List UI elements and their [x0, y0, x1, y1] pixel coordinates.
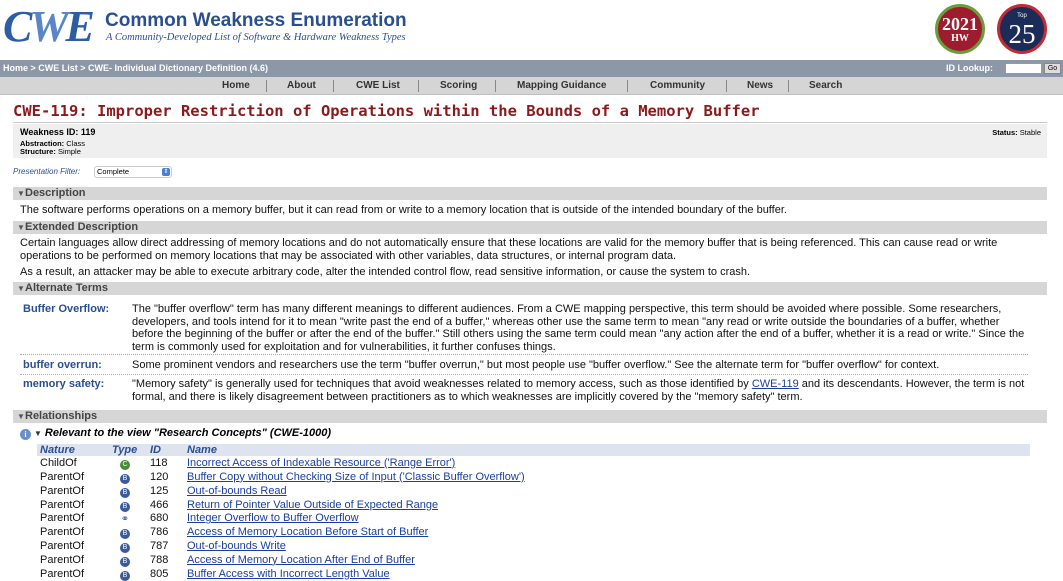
alternate-term-desc: Some prominent vendors and researchers use the term "buffer overrun," but most people use "buffer overflow." See the alternate term for "buffer overflow" for context. [132, 359, 940, 371]
nav-about[interactable]: About [287, 80, 316, 91]
nature-cell: ParentOf [40, 512, 85, 525]
weakness-link[interactable]: Buffer Access with Incorrect Length Value [187, 567, 390, 580]
weakness-link[interactable]: Out-of-bounds Write [187, 539, 286, 552]
cwe-logo[interactable]: CWE [3, 2, 92, 51]
breadcrumb-separator: > [28, 63, 39, 73]
abstraction-value: Class [66, 139, 86, 148]
chevron-updown-icon: ⇕ [163, 169, 169, 175]
view-label: Relevant to the view "Research Concepts" (CWE-1000) [44, 427, 332, 439]
type-cell [109, 470, 147, 484]
nav-search[interactable]: Search [809, 80, 843, 91]
base-icon: B [120, 474, 130, 484]
abstraction-label: Abstraction: [20, 139, 65, 148]
alternate-term-desc: "Memory safety" is generally used for techniques that avoid weaknesses related to memory access, such as those identified by CWE-119 and its descendants. However, the term is not formal, and there is likely disagreement between practitioners as to which weaknesses are implicitly covered by the "memory safety" term. [132, 378, 1025, 403]
weakness-link[interactable]: Buffer Copy without Checking Size of Input ('Classic Buffer Overflow') [187, 470, 525, 483]
main-nav [0, 77, 1063, 95]
info-icon[interactable]: i [20, 429, 31, 440]
badge-hw-label: HW [951, 33, 969, 44]
page-title: CWE-119: Improper Restriction of Operations within the Bounds of a Memory Buffer [13, 102, 760, 120]
relationships-table [37, 444, 1030, 581]
class-icon: C [120, 460, 130, 470]
status-value: Stable [1019, 128, 1041, 137]
status-row [992, 128, 1041, 137]
id-cell: 120 [150, 470, 169, 483]
weakness-link[interactable]: Out-of-bounds Read [187, 484, 287, 497]
collapse-triangle-icon: ▼ [17, 189, 25, 198]
alternate-term-desc: The "buffer overflow" term has many different meanings to different audiences. From a CWE mapping perspective, this term should be avoided where possible. Some researchers, developers, and tools intend for it to mean "write past the end of a buffer," whereas other use the same term to mean "any read or write outside the boundaries of a buffer, whether before the beginning of the buffer or after the end of the buffer." Still others using the same term could mean "any action after the end of a buffer, whether it is a read or write." Since the term is commonly used for exploitation and for vulnerabilities, it further confuses things. [132, 303, 1025, 353]
collapse-triangle-icon: ▼ [17, 223, 25, 232]
table-row [37, 512, 1030, 525]
section-title: Description [25, 187, 86, 199]
table-row [37, 539, 1030, 553]
term-divider [20, 374, 1028, 375]
id-cell: 125 [150, 484, 169, 497]
nature-cell: ParentOf [40, 525, 85, 538]
description-text: The software performs operations on a memory buffer, but it can read from or write to a memory location that is outside of the intended boundary of the buffer. [20, 204, 787, 216]
nature-cell: ParentOf [40, 567, 85, 580]
collapse-triangle-icon: ▼ [17, 284, 25, 293]
site-title[interactable]: Common Weakness Enumeration [105, 10, 407, 31]
structure-value: Simple [57, 147, 81, 156]
extended-description-text: Certain languages allow direct addressing of memory locations and do not automatically ensure that these locations are valid for the memory buffer that is being referenced. This can cause read or write operations to be performed on memory locations that may be associated with other variables, data structures, or internal program data. [20, 237, 998, 262]
column-header-nature: Nature [37, 444, 109, 456]
alternate-term-buffer-overflow: Buffer Overflow: [23, 303, 110, 315]
id-cell: 805 [150, 567, 169, 580]
weakness-id: Weakness ID: 119 [20, 127, 96, 137]
top-hw-2021-badge[interactable] [935, 4, 985, 54]
table-header-row [37, 444, 1030, 456]
section-title: Alternate Terms [25, 282, 108, 294]
structure-row [20, 147, 81, 156]
table-row [37, 553, 1030, 567]
weakness-link[interactable]: Access of Memory Location Before Start of Buffer [187, 525, 429, 538]
nature-cell: ParentOf [40, 470, 85, 483]
chain-icon: ⚭ [120, 514, 130, 525]
section-title: Extended Description [25, 221, 139, 233]
site-header [0, 0, 1063, 60]
badge-top-number: 25 [1008, 19, 1036, 49]
nav-divider [418, 80, 419, 92]
nav-divider [333, 80, 334, 92]
extended-description-section-header[interactable] [13, 221, 1047, 234]
type-cell [109, 484, 147, 498]
go-button[interactable]: Go [1044, 63, 1061, 74]
title-divider [13, 122, 1047, 123]
relationships-view-title[interactable] [20, 427, 331, 440]
nav-divider [266, 80, 267, 92]
section-title: Relationships [25, 410, 98, 422]
nav-home[interactable]: Home [222, 80, 250, 91]
nature-cell: ParentOf [40, 553, 85, 566]
nav-divider [627, 80, 628, 92]
type-cell [109, 512, 147, 525]
badge-year: 2021 [942, 14, 978, 34]
type-cell [109, 498, 147, 512]
breadcrumb-separator: > [77, 63, 89, 73]
breadcrumb-cwe-list[interactable]: CWE List [38, 63, 78, 73]
alternate-term-memory-safety: memory safety: [23, 378, 105, 390]
alternate-terms-section-header[interactable] [13, 282, 1047, 295]
table-row [37, 484, 1030, 498]
weakness-link[interactable]: Access of Memory Location After End of Buffer [187, 553, 415, 566]
type-cell [109, 553, 147, 567]
weakness-meta [13, 124, 1047, 158]
id-cell: 118 [150, 456, 168, 469]
base-icon: B [120, 488, 130, 498]
base-icon: B [120, 557, 130, 567]
id-cell: 466 [150, 498, 169, 511]
breadcrumb [0, 60, 1063, 77]
id-cell: 786 [150, 525, 169, 538]
id-cell: 787 [150, 539, 169, 552]
table-row [37, 567, 1030, 581]
breadcrumb-current: CWE- Individual Dictionary Definition (4.6) [88, 63, 269, 73]
alternate-term-buffer-overrun: buffer overrun: [23, 359, 102, 371]
relationships-section-header[interactable] [13, 410, 1047, 423]
base-icon: B [120, 571, 130, 581]
nav-news[interactable]: News [747, 80, 774, 91]
badge-top-label: Top [1017, 13, 1027, 19]
table-row [37, 498, 1030, 512]
nature-cell: ParentOf [40, 484, 85, 497]
table-row [37, 525, 1030, 539]
id-lookup-label: ID Lookup: [946, 63, 993, 73]
nav-scoring[interactable]: Scoring [440, 80, 478, 91]
cwe-119-link[interactable]: CWE-119 [751, 378, 799, 390]
nav-divider [726, 80, 727, 92]
site-tagline: A Community-Developed List of Software & Hardware Weakness Types [106, 32, 406, 43]
nature-cell: ChildOf [40, 456, 77, 469]
weakness-link[interactable]: Return of Pointer Value Outside of Expected Range [187, 498, 439, 511]
column-header-type: Type [109, 444, 147, 456]
table-row [37, 470, 1030, 484]
status-label: Status: [992, 128, 1018, 137]
type-cell [109, 456, 147, 470]
weakness-link[interactable]: Integer Overflow to Buffer Overflow [187, 512, 359, 525]
top-25-badge[interactable] [997, 4, 1047, 54]
collapse-triangle-icon: ▼ [34, 429, 42, 438]
table-row [37, 456, 1030, 470]
nav-divider [788, 80, 789, 92]
breadcrumb-trail [3, 63, 268, 73]
breadcrumb-home[interactable]: Home [3, 63, 29, 73]
column-header-id: ID [147, 444, 184, 456]
type-cell [109, 525, 147, 539]
type-cell [109, 539, 147, 553]
base-icon: B [120, 502, 130, 512]
nav-mapping-guidance[interactable]: Mapping Guidance [517, 80, 607, 91]
nature-cell: ParentOf [40, 539, 85, 552]
column-header-name: Name [184, 444, 1030, 456]
weakness-link[interactable]: Incorrect Access of Indexable Resource ('Range Error') [187, 456, 456, 469]
extended-description-text-2: As a result, an attacker may be able to execute arbitrary code, alter the intended control flow, read sensitive information, or cause the system to crash. [20, 266, 751, 278]
collapse-triangle-icon: ▼ [17, 412, 25, 421]
id-lookup-input[interactable] [1005, 63, 1042, 74]
nav-community[interactable]: Community [650, 80, 705, 91]
presentation-filter-label: Presentation Filter: [13, 167, 81, 176]
presentation-filter-select[interactable] [94, 166, 172, 178]
presentation-filter-value: Complete [97, 167, 130, 176]
nav-cwe-list[interactable]: CWE List [356, 80, 400, 91]
description-section-header[interactable] [13, 187, 1047, 200]
structure-label: Structure: [20, 147, 56, 156]
nav-divider [495, 80, 496, 92]
term-divider [20, 354, 1028, 355]
id-cell: 680 [150, 512, 169, 525]
base-icon: B [120, 529, 130, 539]
base-icon: B [120, 543, 130, 553]
id-cell: 788 [150, 553, 169, 566]
type-cell [109, 567, 147, 581]
nature-cell: ParentOf [40, 498, 85, 511]
